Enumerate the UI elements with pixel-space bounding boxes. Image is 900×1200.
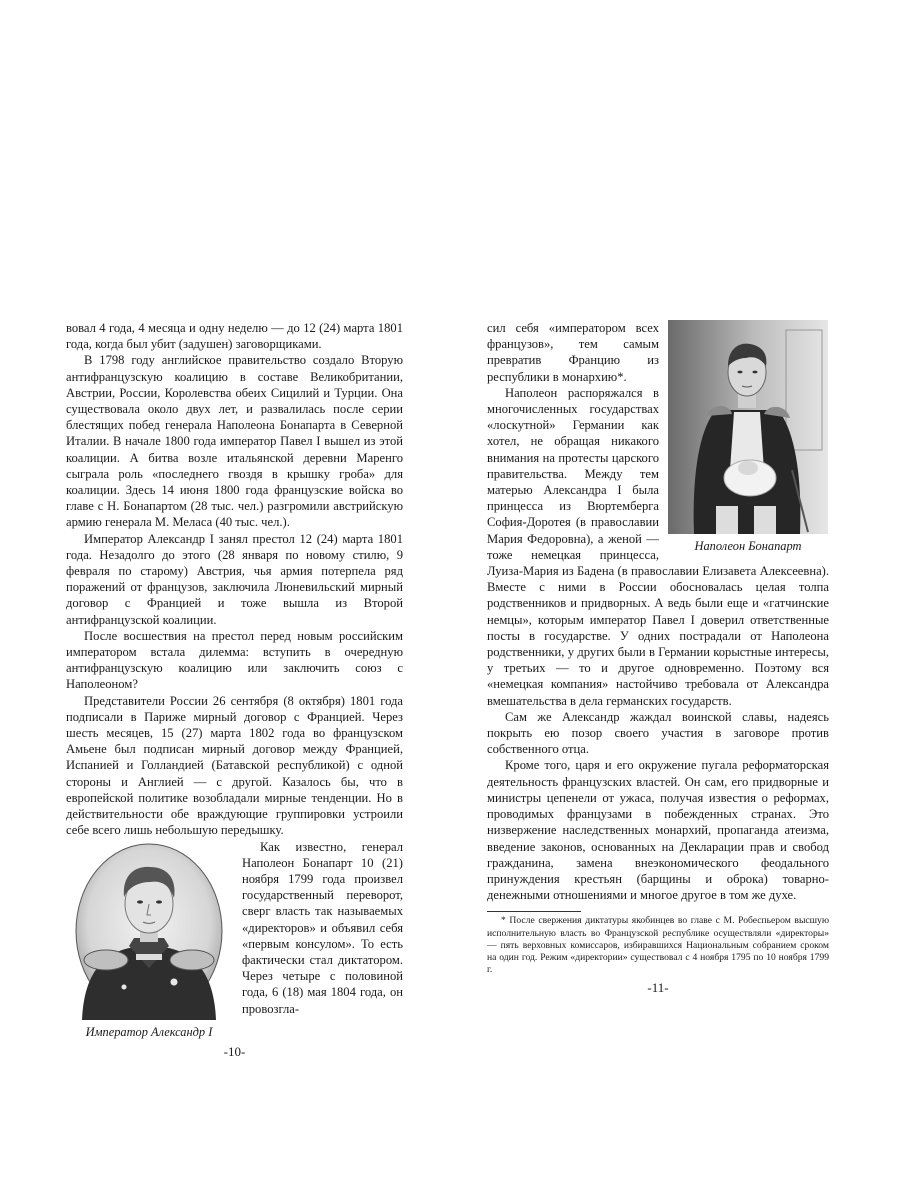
paragraph: Как известно, генерал Наполеон Бонапарт 10 (21) ноября 1799 года произвел государственный переворот, сверг власть так называемых «директоров» и объявил себя «первым консулом». То есть фактически стал диктатором. Через четыре с половиной года, 6 (18) мая 1804 года, он провозгла- <box>242 839 403 1016</box>
figure-napoleon <box>667 320 829 554</box>
paragraph: Представители России 26 сентября (8 октября) 1801 года подписали в Париже мирный договор с Францией. Через шесть месяцев, 15 (27) марта 1802 года во французском Амьене был подписан мирный договор между Францией, Испанией и Голландией (Батавской республикой) с одной стороны и Англией — с другой. Казалось бы, что в европейской политике возобладали мирные тенденции. Но в действительности обе враждующие группировки устроили себе всего лишь небольшую передышку. <box>66 693 403 838</box>
figure-alexander <box>66 842 232 1040</box>
paragraph: Наполеон распоряжался в многочисленных государствах «лоскутной» Германии как хотел, не обращая никакого внимания на протесты царского правительства. Между тем матерью Александра I была принцесса из Вюртемберга София-Доротея (в православии Мария Федоровна), а женой — тоже немецкая принцесса, Луиза-Мария из Бадена (в православии Елизавета Алексеевна). Вместе с ними в России обосновалась целая толпа родственников и придворных. А ведь были еще и «гатчинские немцы», которым император Павел I доверил ответственные посты в государстве. У одних пострадали от Наполеона родственники, у других были в Германии корыстные интересы, у третьих — то и другое одновременно. Поэтому вся «немецкая компания» настойчиво требовала от Александра вмешательства в дела германских государств. <box>487 385 829 708</box>
paragraph: сил себя «императором всех французов», тем самым превратив Францию из республики в монархию*. <box>487 321 659 384</box>
paragraph: Сам же Александр жаждал воинской славы, надеясь покрыть ею позор своего участия в заговоре против собственного отца. <box>487 709 829 757</box>
page-number: -10- <box>223 1043 246 1059</box>
portrait-alexander-image <box>74 842 224 1020</box>
right-page <box>487 320 829 997</box>
footnote-divider <box>487 911 581 912</box>
paragraph: В 1798 году английское правительство создало Вторую антифранцузскую коалицию в составе Великобритании, Австрии, России, Королевства обеих Сицилий и Турции. Она существовала около двух лет, и развалилась после серии блестящих побед генерала Наполеона Бонапарта в Северной Италии. В начале 1800 года император Павел I вышел из этой коалиции. А битва возле итальянской деревни Маренго сыграла роль «последнего гвоздя в крышку гроба» для коалиции. Здесь 14 июня 1800 года французские войска во главе с Н. Бонапартом (28 тыс. чел.) разгромили австрийскую армию генерала М. Меласа (40 тыс. чел.). <box>66 353 403 530</box>
portrait-napoleon-image <box>668 320 828 534</box>
paragraph: Император Александр I занял престол 12 (24) марта 1801 года. Незадолго до этого (28 января по новому стилю, 9 февраля по старому) Австрия, чья армия потерпела ряд поражений от французов, заключила Люневильский мирный договор с Францией и тоже вышла из Второй антифранцузской коалиции. <box>66 531 403 627</box>
paragraph: вовал 4 года, 4 месяца и одну неделю — до 12 (24) марта 1801 года, когда был убит (задушен) заговорщиками. <box>66 321 403 352</box>
paragraph: После восшествия на престол перед новым российским императором встала дилемма: вступить в очередную антифранцузскую коалицию или заключить союз с Наполеоном? <box>66 628 403 692</box>
figure-caption: Наполеон Бонапарт <box>694 539 802 553</box>
page-number: -11- <box>647 980 669 996</box>
left-page <box>66 320 403 1060</box>
footnote: * После свержения диктатуры якобинцев во главе с М. Робеспьером высшую исполнительную власть во Французской республике осуществляли «директоры» — пять верховных комиссаров, избиравшихся Национальным собранием сроком на один год. Режим «директории» существовал с 4 ноября 1795 по 10 ноября 1799 г. <box>487 915 829 976</box>
figure-caption: Император Александр I <box>85 1024 213 1039</box>
paragraph: Кроме того, царя и его окружение пугала реформаторская деятельность французских властей. Он сам, его придворные и министры цепенели от ужаса, получая известия о реформах, проводимых французами в побежденных странах. Это низвержение наследственных монархий, пропаганда атеизма, введение законов, основанных на Декларации прав и свобод гражданина, замена внеэкономического феодального принуждения крестьян (барщины и оброка) товарно-денежными отношениями и многое другое в том же духе. <box>487 758 829 903</box>
